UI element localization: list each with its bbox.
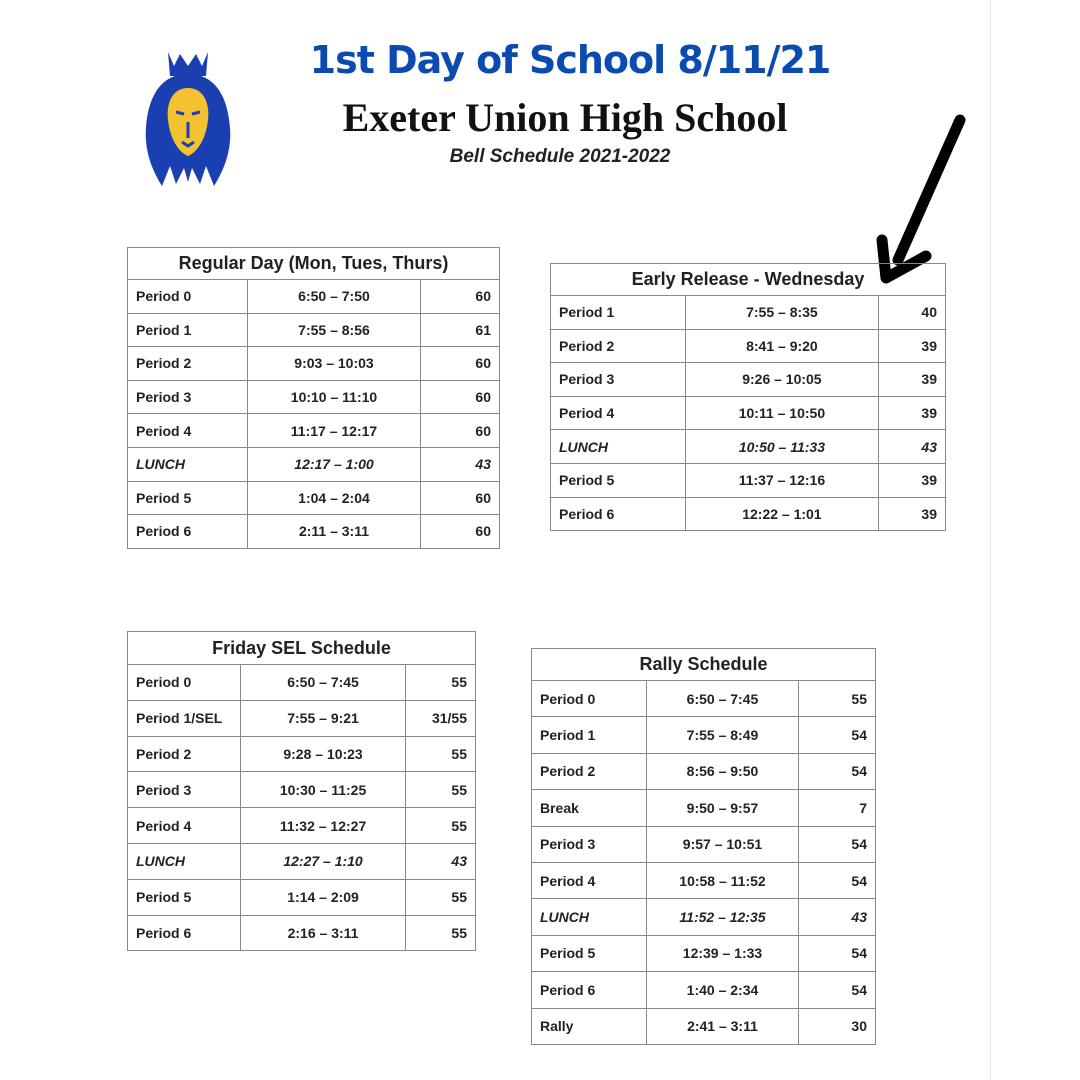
table-row <box>532 790 876 826</box>
minutes-cell: 30 <box>799 1008 876 1044</box>
table-row <box>551 296 946 330</box>
table-title: Regular Day (Mon, Tues, Thurs) <box>128 248 500 280</box>
time-cell: 6:50 – 7:50 <box>247 280 421 314</box>
minutes-cell: 60 <box>421 347 500 381</box>
table-row <box>532 717 876 753</box>
minutes-cell: 40 <box>879 296 946 330</box>
period-cell: Rally <box>532 1008 647 1044</box>
time-cell: 9:03 – 10:03 <box>247 347 421 381</box>
time-cell: 2:16 – 3:11 <box>240 915 405 951</box>
table-row <box>128 347 500 381</box>
minutes-cell: 55 <box>799 681 876 717</box>
period-cell: Period 2 <box>128 347 248 381</box>
table-row <box>551 463 946 497</box>
minutes-cell: 60 <box>421 380 500 414</box>
minutes-cell: 54 <box>799 972 876 1008</box>
period-cell: LUNCH <box>128 843 241 879</box>
table-row <box>551 363 946 397</box>
period-cell: LUNCH <box>128 447 248 481</box>
time-cell: 12:27 – 1:10 <box>240 843 405 879</box>
table-row <box>128 414 500 448</box>
period-cell: Period 5 <box>532 935 647 971</box>
table-row <box>532 826 876 862</box>
minutes-cell: 54 <box>799 753 876 789</box>
school-name: Exeter Union High School <box>342 95 788 140</box>
time-cell: 9:57 – 10:51 <box>646 826 799 862</box>
period-cell: Period 6 <box>128 915 241 951</box>
table-title: Early Release - Wednesday <box>551 264 946 296</box>
period-cell: Period 5 <box>128 481 248 515</box>
table-row <box>532 862 876 898</box>
time-cell: 7:55 – 8:56 <box>247 313 421 347</box>
minutes-cell: 54 <box>799 935 876 971</box>
minutes-cell: 43 <box>879 430 946 464</box>
minutes-cell: 39 <box>879 463 946 497</box>
minutes-cell: 55 <box>406 665 476 701</box>
period-cell: Period 2 <box>128 736 241 772</box>
period-cell: Period 4 <box>128 808 241 844</box>
period-cell: Period 0 <box>532 681 647 717</box>
early-release-table <box>550 263 946 531</box>
friday-sel-table <box>127 631 476 951</box>
table-row <box>551 396 946 430</box>
minutes-cell: 31/55 <box>406 700 476 736</box>
table-row <box>128 772 476 808</box>
period-cell: LUNCH <box>532 899 647 935</box>
period-cell: Period 6 <box>551 497 686 531</box>
time-cell: 7:55 – 8:35 <box>685 296 879 330</box>
minutes-cell: 55 <box>406 736 476 772</box>
period-cell: Period 5 <box>128 879 241 915</box>
period-cell: LUNCH <box>551 430 686 464</box>
table-row <box>128 380 500 414</box>
page-edge <box>990 0 991 1080</box>
minutes-cell: 43 <box>799 899 876 935</box>
table-row <box>128 313 500 347</box>
minutes-cell: 54 <box>799 862 876 898</box>
period-cell: Period 3 <box>532 826 647 862</box>
time-cell: 6:50 – 7:45 <box>646 681 799 717</box>
period-cell: Period 3 <box>128 772 241 808</box>
period-cell: Period 1 <box>532 717 647 753</box>
minutes-cell: 61 <box>421 313 500 347</box>
table-row <box>128 665 476 701</box>
minutes-cell: 43 <box>406 843 476 879</box>
table-row <box>128 915 476 951</box>
period-cell: Period 4 <box>551 396 686 430</box>
period-cell: Period 2 <box>532 753 647 789</box>
time-cell: 12:22 – 1:01 <box>685 497 879 531</box>
time-cell: 9:50 – 9:57 <box>646 790 799 826</box>
time-cell: 7:55 – 8:49 <box>646 717 799 753</box>
time-cell: 10:30 – 11:25 <box>240 772 405 808</box>
table-row <box>532 935 876 971</box>
period-cell: Period 6 <box>128 515 248 549</box>
time-cell: 10:10 – 11:10 <box>247 380 421 414</box>
period-cell: Period 2 <box>551 329 686 363</box>
time-cell: 6:50 – 7:45 <box>240 665 405 701</box>
minutes-cell: 55 <box>406 808 476 844</box>
time-cell: 2:11 – 3:11 <box>247 515 421 549</box>
minutes-cell: 7 <box>799 790 876 826</box>
time-cell: 8:41 – 9:20 <box>685 329 879 363</box>
minutes-cell: 39 <box>879 329 946 363</box>
period-cell: Period 6 <box>532 972 647 1008</box>
period-cell: Period 3 <box>551 363 686 397</box>
minutes-cell: 39 <box>879 497 946 531</box>
time-cell: 7:55 – 9:21 <box>240 700 405 736</box>
table-row <box>128 736 476 772</box>
minutes-cell: 54 <box>799 826 876 862</box>
period-cell: Period 0 <box>128 665 241 701</box>
time-cell: 12:39 – 1:33 <box>646 935 799 971</box>
time-cell: 12:17 – 1:00 <box>247 447 421 481</box>
minutes-cell: 39 <box>879 363 946 397</box>
first-day-banner: 1st Day of School 8/11/21 <box>309 38 831 82</box>
period-cell: Period 1/SEL <box>128 700 241 736</box>
period-cell: Period 1 <box>551 296 686 330</box>
table-row <box>128 481 500 515</box>
rally-schedule-table <box>531 648 876 1045</box>
time-cell: 9:28 – 10:23 <box>240 736 405 772</box>
regular-day-table <box>127 247 500 549</box>
table-row <box>532 681 876 717</box>
table-row <box>128 447 500 481</box>
table-row <box>128 515 500 549</box>
table-row <box>128 280 500 314</box>
time-cell: 10:50 – 11:33 <box>685 430 879 464</box>
table-title: Friday SEL Schedule <box>128 632 476 665</box>
period-cell: Period 5 <box>551 463 686 497</box>
minutes-cell: 60 <box>421 481 500 515</box>
minutes-cell: 60 <box>421 414 500 448</box>
period-cell: Period 1 <box>128 313 248 347</box>
table-row <box>128 700 476 736</box>
minutes-cell: 43 <box>421 447 500 481</box>
table-row <box>128 808 476 844</box>
minutes-cell: 60 <box>421 515 500 549</box>
period-cell: Period 3 <box>128 380 248 414</box>
time-cell: 10:58 – 11:52 <box>646 862 799 898</box>
minutes-cell: 54 <box>799 717 876 753</box>
table-row <box>551 497 946 531</box>
time-cell: 2:41 – 3:11 <box>646 1008 799 1044</box>
lion-crown-mascot-icon <box>140 48 236 188</box>
table-row <box>551 430 946 464</box>
table-row <box>532 972 876 1008</box>
table-row <box>532 899 876 935</box>
period-cell: Break <box>532 790 647 826</box>
table-row <box>532 1008 876 1044</box>
time-cell: 11:37 – 12:16 <box>685 463 879 497</box>
time-cell: 11:52 – 12:35 <box>646 899 799 935</box>
minutes-cell: 55 <box>406 772 476 808</box>
period-cell: Period 4 <box>532 862 647 898</box>
time-cell: 11:17 – 12:17 <box>247 414 421 448</box>
time-cell: 9:26 – 10:05 <box>685 363 879 397</box>
time-cell: 11:32 – 12:27 <box>240 808 405 844</box>
time-cell: 1:14 – 2:09 <box>240 879 405 915</box>
period-cell: Period 4 <box>128 414 248 448</box>
minutes-cell: 55 <box>406 915 476 951</box>
time-cell: 1:04 – 2:04 <box>247 481 421 515</box>
table-row <box>128 879 476 915</box>
minutes-cell: 39 <box>879 396 946 430</box>
period-cell: Period 0 <box>128 280 248 314</box>
table-row <box>532 753 876 789</box>
schedule-subtitle: Bell Schedule 2021-2022 <box>449 146 671 167</box>
time-cell: 10:11 – 10:50 <box>685 396 879 430</box>
minutes-cell: 60 <box>421 280 500 314</box>
table-row <box>551 329 946 363</box>
time-cell: 8:56 – 9:50 <box>646 753 799 789</box>
table-row <box>128 843 476 879</box>
minutes-cell: 55 <box>406 879 476 915</box>
table-title: Rally Schedule <box>532 649 876 681</box>
time-cell: 1:40 – 2:34 <box>646 972 799 1008</box>
